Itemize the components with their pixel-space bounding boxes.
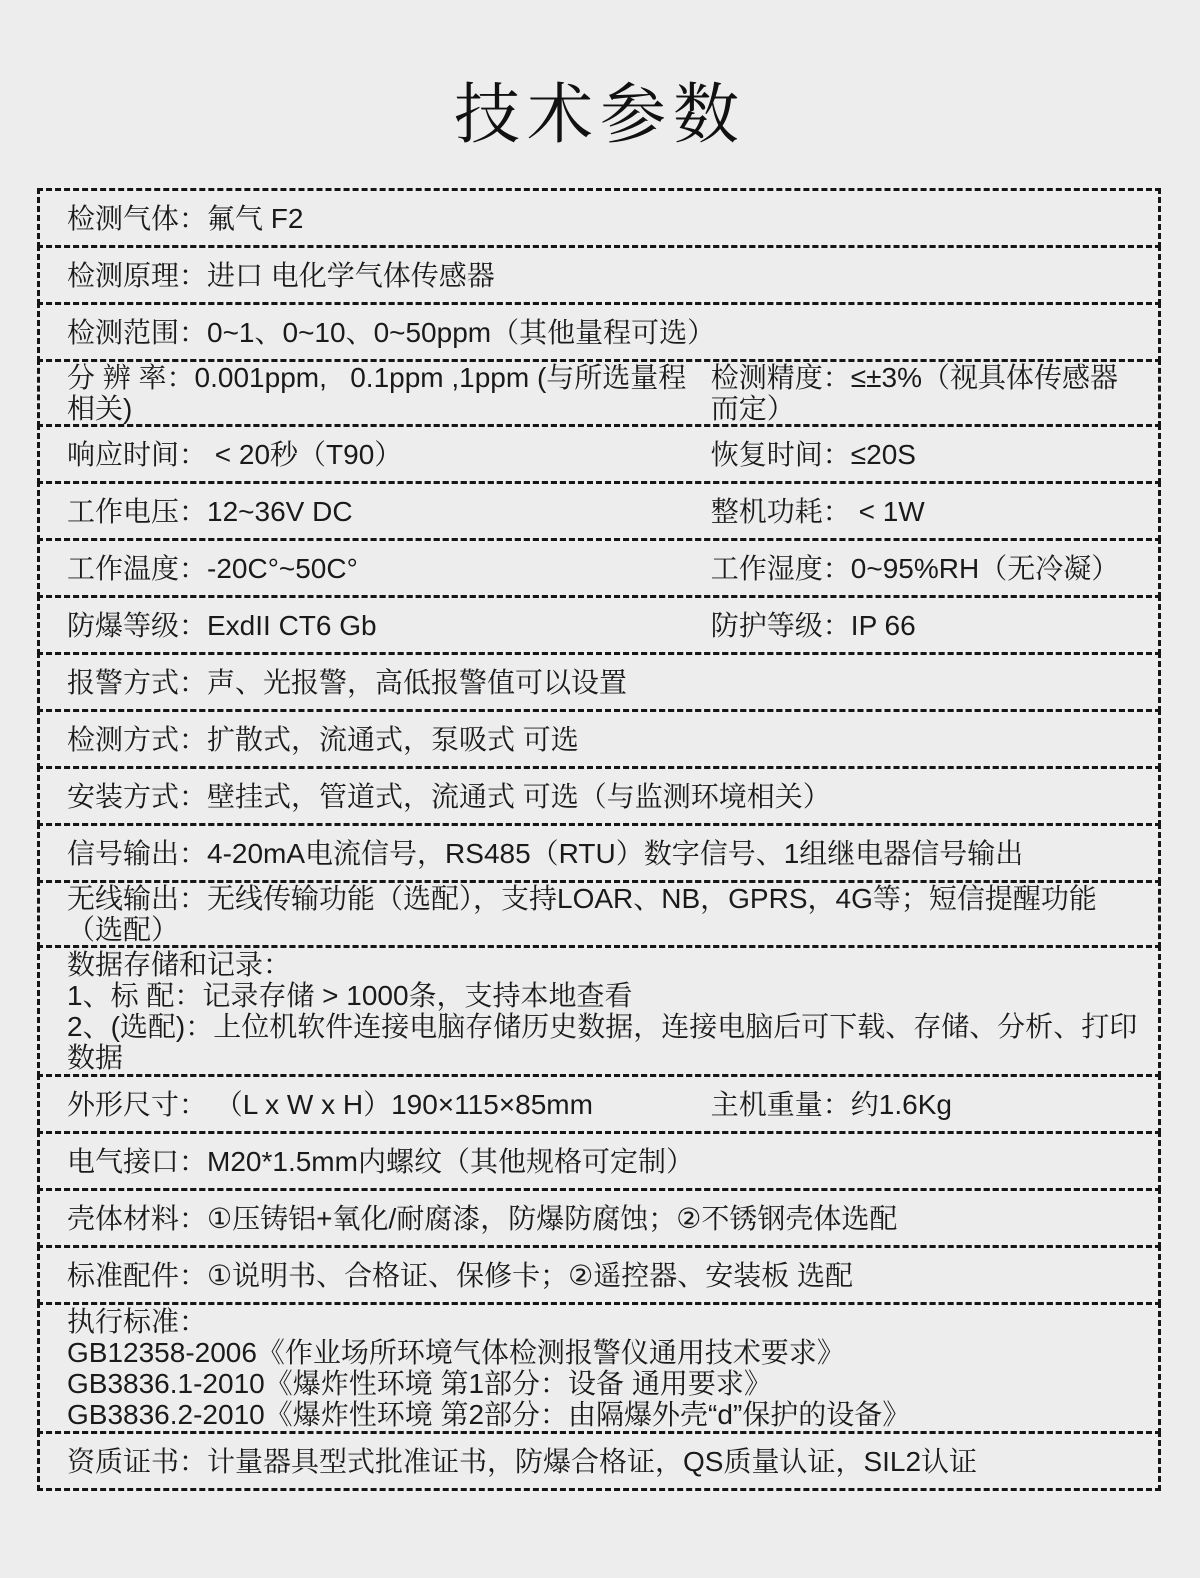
spec-line: 数据存储和记录：: [67, 949, 292, 980]
spec-row: [37, 652, 1161, 712]
spec-text: 检测方式：扩散式，流通式，泵吸式 可选: [67, 723, 579, 755]
spec-row: [37, 359, 1161, 427]
spec-text: 检测气体：氟气 F2: [67, 202, 304, 234]
page-title: 技术参数: [454, 77, 746, 151]
spec-text: 检测原理：进口 电化学气体传感器: [67, 259, 495, 291]
spec-text: 电气接口：M20*1.5mm内螺纹（其他规格可定制）: [67, 1145, 694, 1177]
spec-text: 壳体材料：①压铸铝+氧化/耐腐漆，防爆防腐蚀；②不锈钢壳体选配: [67, 1202, 898, 1234]
spec-row: [37, 424, 1161, 484]
spec-text: 标准配件：①说明书、合格证、保修卡；②遥控器、安装板 选配: [67, 1259, 853, 1291]
spec-text: 报警方式：声、光报警，高低报警值可以设置: [67, 666, 628, 698]
spec-row: [37, 1131, 1161, 1191]
spec-row: [37, 245, 1161, 305]
spec-row: [37, 1245, 1161, 1305]
spec-row: [37, 880, 1161, 948]
spec-row: [37, 1302, 1161, 1434]
spec-table: [37, 188, 1161, 1491]
spec-row: [37, 709, 1161, 769]
spec-row: [37, 538, 1161, 598]
spec-text-left: 工作温度：-20C°~50C°: [67, 552, 358, 584]
spec-row: [37, 302, 1161, 362]
spec-text-right: 主机重量：约1.6Kg: [710, 1088, 952, 1120]
spec-text-left: 响应时间： < 20秒（T90）: [67, 438, 403, 470]
spec-text-right: 整机功耗： < 1W: [710, 495, 925, 527]
spec-line: 执行标准：: [67, 1306, 208, 1337]
spec-row: [37, 481, 1161, 541]
spec-row: [37, 1431, 1161, 1491]
spec-row: [37, 766, 1161, 826]
spec-text-left: 防爆等级：ExdII CT6 Gb: [67, 609, 377, 641]
spec-text-right: 检测精度：≤±3%（视具体传感器而定）: [710, 362, 1119, 424]
spec-text-right: 工作湿度：0~95%RH（无冷凝）: [710, 552, 1120, 584]
spec-text-left: 分 辨 率：0.001ppm, 0.1ppm ,1ppm (与所选量程相关): [67, 362, 687, 424]
spec-line: GB3836.2-2010《爆炸性环境 第2部分：由隔爆外壳“d”保护的设备》: [67, 1399, 911, 1430]
spec-text: 检测范围：0~1、0~10、0~50ppm（其他量程可选）: [67, 316, 716, 348]
spec-text: 安装方式：壁挂式，管道式，流通式 可选（与监测环境相关）: [67, 780, 831, 812]
spec-text-left: 外形尺寸： （L x W x H）190×115×85mm: [67, 1088, 593, 1120]
spec-row: [37, 945, 1161, 1077]
spec-row: [37, 1188, 1161, 1248]
spec-row: [37, 1074, 1161, 1134]
spec-text: 无线输出：无线传输功能（选配），支持LOAR、NB，GPRS，4G等；短信提醒功能（选配）: [67, 883, 1097, 945]
spec-line: 1、标 配：记录存储 > 1000条，支持本地查看: [67, 980, 633, 1011]
spec-line: GB12358-2006《作业场所环境气体检测报警仪通用技术要求》: [67, 1337, 845, 1368]
spec-text-right: 恢复时间：≤20S: [710, 438, 916, 470]
spec-text-right: 防护等级：IP 66: [710, 609, 916, 641]
spec-row: [37, 188, 1161, 248]
page-header: [0, 0, 1200, 188]
spec-text: 信号输出：4-20mA电流信号，RS485（RTU）数字信号、1组继电器信号输出: [67, 837, 1024, 869]
spec-text: 资质证书：计量器具型式批准证书，防爆合格证，QS质量认证，SIL2认证: [67, 1445, 978, 1477]
spec-text-left: 工作电压：12~36V DC: [67, 495, 353, 527]
spec-line: GB3836.1-2010《爆炸性环境 第1部分：设备 通用要求》: [67, 1368, 772, 1399]
spec-row: [37, 823, 1161, 883]
spec-line: 2、(选配)：上位机软件连接电脑存储历史数据，连接电脑后可下载、存储、分析、打印数据: [67, 1011, 1138, 1073]
spec-row: [37, 595, 1161, 655]
